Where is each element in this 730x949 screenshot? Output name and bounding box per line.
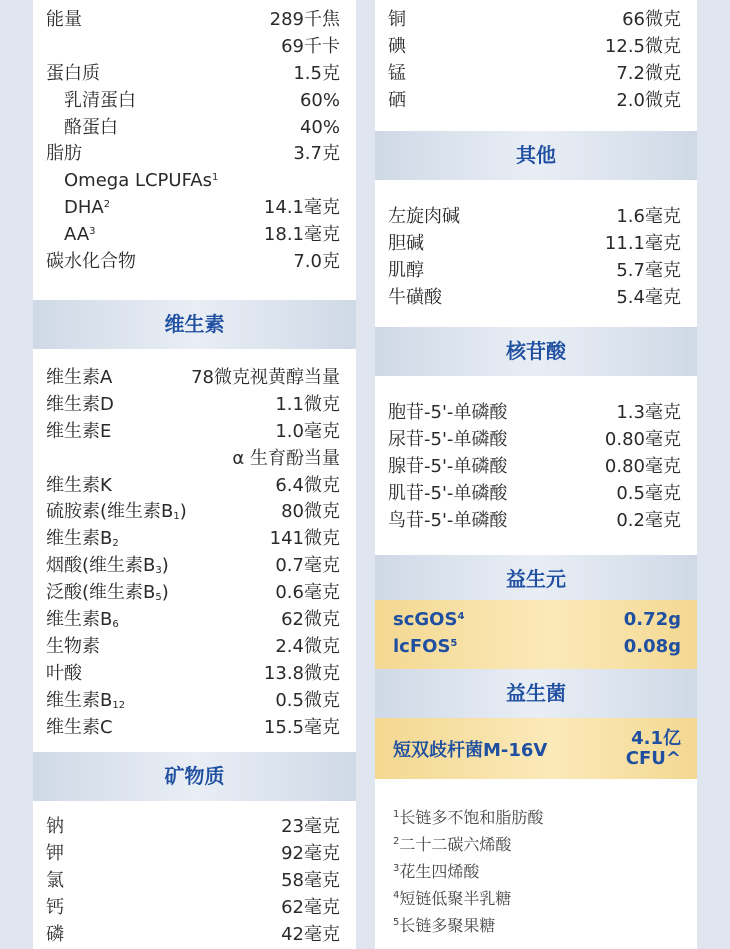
row-value: 0.6毫克 bbox=[275, 582, 340, 604]
table-row bbox=[375, 204, 697, 231]
row-value: 62毫克 bbox=[281, 896, 340, 918]
row-label bbox=[46, 526, 119, 553]
table-row bbox=[375, 258, 697, 285]
table-row bbox=[33, 868, 356, 895]
mineral-header: 矿物质 bbox=[33, 752, 356, 801]
row-value: 1.1微克 bbox=[275, 393, 340, 415]
table-row bbox=[33, 473, 356, 500]
row-value: 3.7克 bbox=[293, 143, 340, 165]
row-label-text: 钠 bbox=[46, 816, 64, 837]
row-value: 141微克 bbox=[269, 528, 340, 550]
row-label bbox=[46, 607, 119, 634]
row-label-text: 泛酸(维生素B bbox=[46, 582, 156, 604]
row-value: 69千卡 bbox=[281, 35, 340, 57]
table-row bbox=[33, 841, 356, 868]
row-value: 12.5微克 bbox=[604, 35, 681, 57]
footnote-number: 2 bbox=[393, 836, 400, 847]
footnote-item bbox=[393, 858, 687, 885]
row-label-text: 胞苷-5'-单磷酸 bbox=[388, 402, 508, 423]
right-nutrition-column bbox=[375, 0, 697, 949]
row-value: 5.4毫克 bbox=[616, 286, 681, 308]
table-row bbox=[375, 508, 697, 535]
table-row bbox=[375, 607, 697, 634]
row-label-text: 维生素C bbox=[46, 716, 113, 738]
row-value: 66微克 bbox=[622, 9, 681, 30]
table-row bbox=[33, 419, 356, 446]
row-value: 40% bbox=[299, 116, 340, 138]
table-row bbox=[375, 34, 697, 61]
footnote-item bbox=[393, 831, 687, 858]
table-row bbox=[33, 249, 356, 276]
row-value: 7.0克 bbox=[293, 251, 340, 273]
table-row bbox=[33, 168, 356, 195]
row-value: 7.2微克 bbox=[616, 62, 681, 84]
row-label bbox=[46, 61, 100, 88]
row-label bbox=[388, 61, 406, 88]
table-row bbox=[33, 7, 356, 34]
table-row bbox=[33, 526, 356, 553]
row-label-text: 胆碱 bbox=[388, 232, 424, 254]
table-row bbox=[375, 481, 697, 508]
table-row bbox=[33, 61, 356, 88]
row-value: 5.7毫克 bbox=[616, 259, 681, 281]
row-value: 2.0微克 bbox=[616, 89, 681, 111]
row-label-text: 磷 bbox=[46, 923, 64, 945]
table-row bbox=[33, 661, 356, 688]
row-label-text: 牛磺酸 bbox=[388, 286, 442, 308]
row-label-text: 能量 bbox=[46, 9, 82, 30]
row-value: 15.5毫克 bbox=[263, 716, 340, 738]
row-label-text: 腺苷-5'-单磷酸 bbox=[388, 455, 508, 477]
row-label bbox=[46, 473, 112, 500]
row-label-text: 锰 bbox=[388, 62, 406, 84]
row-value: 0.7毫克 bbox=[275, 555, 340, 577]
row-label-text: AA bbox=[64, 224, 90, 246]
table-row bbox=[33, 499, 356, 526]
row-value: 0.80毫克 bbox=[604, 455, 681, 477]
footnote-text: 长链多不饱和脂肪酸 bbox=[399, 808, 544, 827]
row-value: 0.72g bbox=[623, 609, 681, 630]
row-label-text: 硒 bbox=[388, 89, 406, 111]
table-row bbox=[375, 61, 697, 88]
row-label-subscript: 5 bbox=[155, 592, 162, 604]
row-label-text: 酪蛋白 bbox=[64, 116, 118, 138]
row-label-text: 维生素B bbox=[46, 528, 113, 550]
table-row bbox=[33, 115, 356, 142]
row-label bbox=[46, 222, 96, 249]
row-label bbox=[388, 231, 424, 258]
footnotes bbox=[393, 804, 687, 939]
table-row bbox=[33, 580, 356, 607]
row-label bbox=[46, 688, 125, 715]
row-value: 92毫克 bbox=[281, 842, 340, 864]
row-label-text: 生物素 bbox=[46, 635, 100, 657]
row-label bbox=[388, 204, 460, 231]
table-row bbox=[33, 634, 356, 661]
probiotic-value-line2: CFU^ bbox=[625, 747, 681, 769]
row-label-text: 维生素E bbox=[46, 420, 112, 442]
prebiotic-header: 益生元 bbox=[375, 555, 697, 604]
row-value: α 生育酚当量 bbox=[232, 447, 340, 469]
row-label-text: DHA bbox=[64, 197, 104, 219]
row-value: 1.6毫克 bbox=[616, 206, 681, 227]
row-label-text: 铜 bbox=[388, 9, 406, 30]
row-value: 0.2毫克 bbox=[616, 509, 681, 531]
row-label-text: 维生素A bbox=[46, 367, 113, 388]
footnote-text: 短链低聚半乳糖 bbox=[399, 889, 512, 908]
row-label bbox=[46, 868, 64, 895]
row-label bbox=[46, 365, 112, 392]
row-value: 58毫克 bbox=[281, 869, 340, 891]
row-label bbox=[46, 553, 169, 580]
row-label-text: 钙 bbox=[46, 896, 64, 918]
row-label-text: 脂肪 bbox=[46, 143, 82, 165]
probiotic-label: 短双歧杆菌M-16V bbox=[393, 739, 548, 761]
row-label bbox=[46, 141, 82, 168]
row-label-text: 维生素D bbox=[46, 393, 114, 415]
table-row bbox=[375, 285, 697, 312]
row-label bbox=[46, 168, 218, 195]
row-value: 0.5毫克 bbox=[616, 482, 681, 504]
table-row bbox=[375, 634, 697, 661]
row-label bbox=[393, 634, 457, 661]
table-row bbox=[33, 392, 356, 419]
footnote-text: 长链多聚果糖 bbox=[399, 916, 496, 935]
row-value: 18.1毫克 bbox=[263, 224, 340, 246]
row-label bbox=[46, 841, 64, 868]
row-value: 289千焦 bbox=[269, 9, 340, 30]
row-label-subscript: 2 bbox=[112, 538, 119, 550]
row-label bbox=[46, 7, 82, 34]
row-label-text: 蛋白质 bbox=[46, 62, 100, 84]
table-row bbox=[33, 895, 356, 922]
row-value: 78微克视黄醇当量 bbox=[191, 367, 340, 388]
row-label-text: 硫胺素(维生素B bbox=[46, 501, 174, 523]
row-label-text: 维生素K bbox=[46, 474, 112, 496]
row-value: 23毫克 bbox=[281, 816, 340, 837]
footnote-item bbox=[393, 912, 687, 939]
nucleotide-header: 核苷酸 bbox=[375, 327, 697, 376]
row-label-subscript: 6 bbox=[112, 619, 119, 631]
row-label-tail: ) bbox=[161, 582, 169, 604]
row-label bbox=[46, 392, 114, 419]
trace-elements-table bbox=[375, 7, 697, 115]
row-label bbox=[388, 427, 507, 454]
table-row bbox=[33, 715, 356, 742]
row-label-text: 肌苷-5'-单磷酸 bbox=[388, 482, 508, 504]
table-row bbox=[33, 88, 356, 115]
probiotic-value-line1: 4.1亿 bbox=[631, 727, 681, 749]
table-row bbox=[375, 231, 697, 258]
other-table bbox=[375, 204, 697, 312]
table-row bbox=[33, 141, 356, 168]
other-header: 其他 bbox=[375, 131, 697, 180]
row-label bbox=[46, 634, 100, 661]
energy-macros-table bbox=[33, 7, 356, 276]
row-value: 1.0毫克 bbox=[275, 420, 340, 442]
table-row bbox=[33, 553, 356, 580]
vitamin-table bbox=[33, 365, 356, 741]
table-row bbox=[375, 400, 697, 427]
row-label bbox=[388, 400, 507, 427]
footnote-number: 5 bbox=[393, 917, 400, 928]
row-label-tail: ) bbox=[179, 501, 187, 523]
row-value: 11.1毫克 bbox=[604, 232, 681, 254]
probiotic-value bbox=[626, 729, 681, 769]
footnote-marker: 3 bbox=[89, 226, 96, 238]
row-label-subscript: 12 bbox=[112, 699, 126, 711]
row-label bbox=[388, 258, 424, 285]
row-label-subscript: 1 bbox=[173, 511, 180, 523]
row-label bbox=[46, 499, 187, 526]
row-label bbox=[388, 454, 507, 481]
vitamin-header: 维生素 bbox=[33, 300, 356, 349]
row-value: 0.80毫克 bbox=[604, 428, 681, 450]
row-label bbox=[388, 285, 442, 312]
table-row bbox=[33, 34, 356, 61]
row-label-text: 鸟苷-5'-单磷酸 bbox=[388, 509, 508, 531]
row-value: 1.3毫克 bbox=[616, 402, 681, 423]
row-label bbox=[46, 195, 110, 222]
row-value: 80微克 bbox=[281, 501, 340, 523]
row-label bbox=[388, 88, 406, 115]
table-row bbox=[375, 7, 697, 34]
row-label-text: 钾 bbox=[46, 842, 64, 864]
row-value: 0.5微克 bbox=[275, 689, 340, 711]
row-label bbox=[393, 607, 464, 634]
nucleotide-table bbox=[375, 400, 697, 534]
footnote-item bbox=[393, 885, 687, 912]
row-label-text: lcFOS bbox=[393, 635, 451, 657]
row-label-text: 肌醇 bbox=[388, 259, 424, 281]
row-label-subscript: 3 bbox=[155, 565, 162, 577]
footnote-number: 4 bbox=[393, 890, 400, 901]
table-row bbox=[33, 446, 356, 473]
row-label bbox=[46, 922, 64, 949]
table-row bbox=[33, 195, 356, 222]
row-label bbox=[388, 508, 507, 535]
footnote-marker: 5 bbox=[450, 637, 458, 649]
row-label bbox=[46, 814, 64, 841]
table-row bbox=[33, 222, 356, 249]
table-row bbox=[33, 922, 356, 949]
footnote-number: 1 bbox=[393, 809, 400, 820]
row-label bbox=[46, 249, 136, 276]
left-nutrition-column bbox=[33, 0, 356, 949]
row-label-text: 乳清蛋白 bbox=[64, 89, 136, 111]
probiotic-header: 益生菌 bbox=[375, 669, 697, 718]
footnote-marker: 2 bbox=[103, 199, 111, 211]
row-value: 62微克 bbox=[281, 609, 340, 631]
footnote-text: 二十二碳六烯酸 bbox=[399, 835, 512, 854]
row-label bbox=[46, 580, 169, 607]
row-label-text: 碘 bbox=[388, 35, 406, 57]
row-value: 60% bbox=[299, 89, 340, 111]
row-label-text: Omega LCPUFAs bbox=[64, 170, 212, 192]
footnote-marker: 1 bbox=[211, 172, 219, 184]
table-row bbox=[33, 607, 356, 634]
prebiotic-box bbox=[375, 600, 697, 669]
row-value: 13.8微克 bbox=[263, 662, 340, 684]
table-row bbox=[33, 688, 356, 715]
row-label bbox=[46, 115, 118, 142]
probiotic-box bbox=[375, 718, 697, 779]
table-row bbox=[375, 454, 697, 481]
row-label bbox=[46, 88, 136, 115]
mineral-table bbox=[33, 814, 356, 948]
row-value: 1.5克 bbox=[293, 62, 340, 84]
row-label bbox=[388, 34, 406, 61]
table-row bbox=[375, 427, 697, 454]
row-value: 6.4微克 bbox=[275, 474, 340, 496]
row-label-text: 烟酸(维生素B bbox=[46, 555, 156, 577]
row-label-text: 叶酸 bbox=[46, 662, 82, 684]
table-row bbox=[33, 365, 356, 392]
row-label bbox=[46, 661, 82, 688]
table-row bbox=[375, 88, 697, 115]
row-value: 42毫克 bbox=[281, 923, 340, 945]
row-label-text: 碳水化合物 bbox=[46, 251, 136, 273]
row-value: 14.1毫克 bbox=[263, 197, 340, 219]
row-label-text: 维生素B bbox=[46, 609, 113, 631]
footnote-number: 3 bbox=[393, 863, 400, 874]
row-label bbox=[46, 715, 113, 742]
row-label bbox=[46, 419, 111, 446]
row-label bbox=[46, 895, 64, 922]
footnote-text: 花生四烯酸 bbox=[399, 862, 480, 881]
prebiotic-table bbox=[375, 600, 697, 661]
row-label-tail: ) bbox=[161, 555, 169, 577]
row-label bbox=[388, 481, 507, 508]
row-label bbox=[388, 7, 406, 34]
row-label-text: 尿苷-5'-单磷酸 bbox=[388, 428, 508, 450]
row-label-text: 左旋肉碱 bbox=[388, 206, 460, 227]
table-row bbox=[33, 814, 356, 841]
row-label-text: scGOS bbox=[393, 609, 458, 630]
footnote-marker: 4 bbox=[457, 611, 465, 622]
footnote-item bbox=[393, 804, 687, 831]
row-value: 0.08g bbox=[623, 635, 681, 657]
row-label-text: 氯 bbox=[46, 869, 64, 891]
row-label-text: 维生素B bbox=[46, 689, 113, 711]
row-value: 2.4微克 bbox=[275, 635, 340, 657]
